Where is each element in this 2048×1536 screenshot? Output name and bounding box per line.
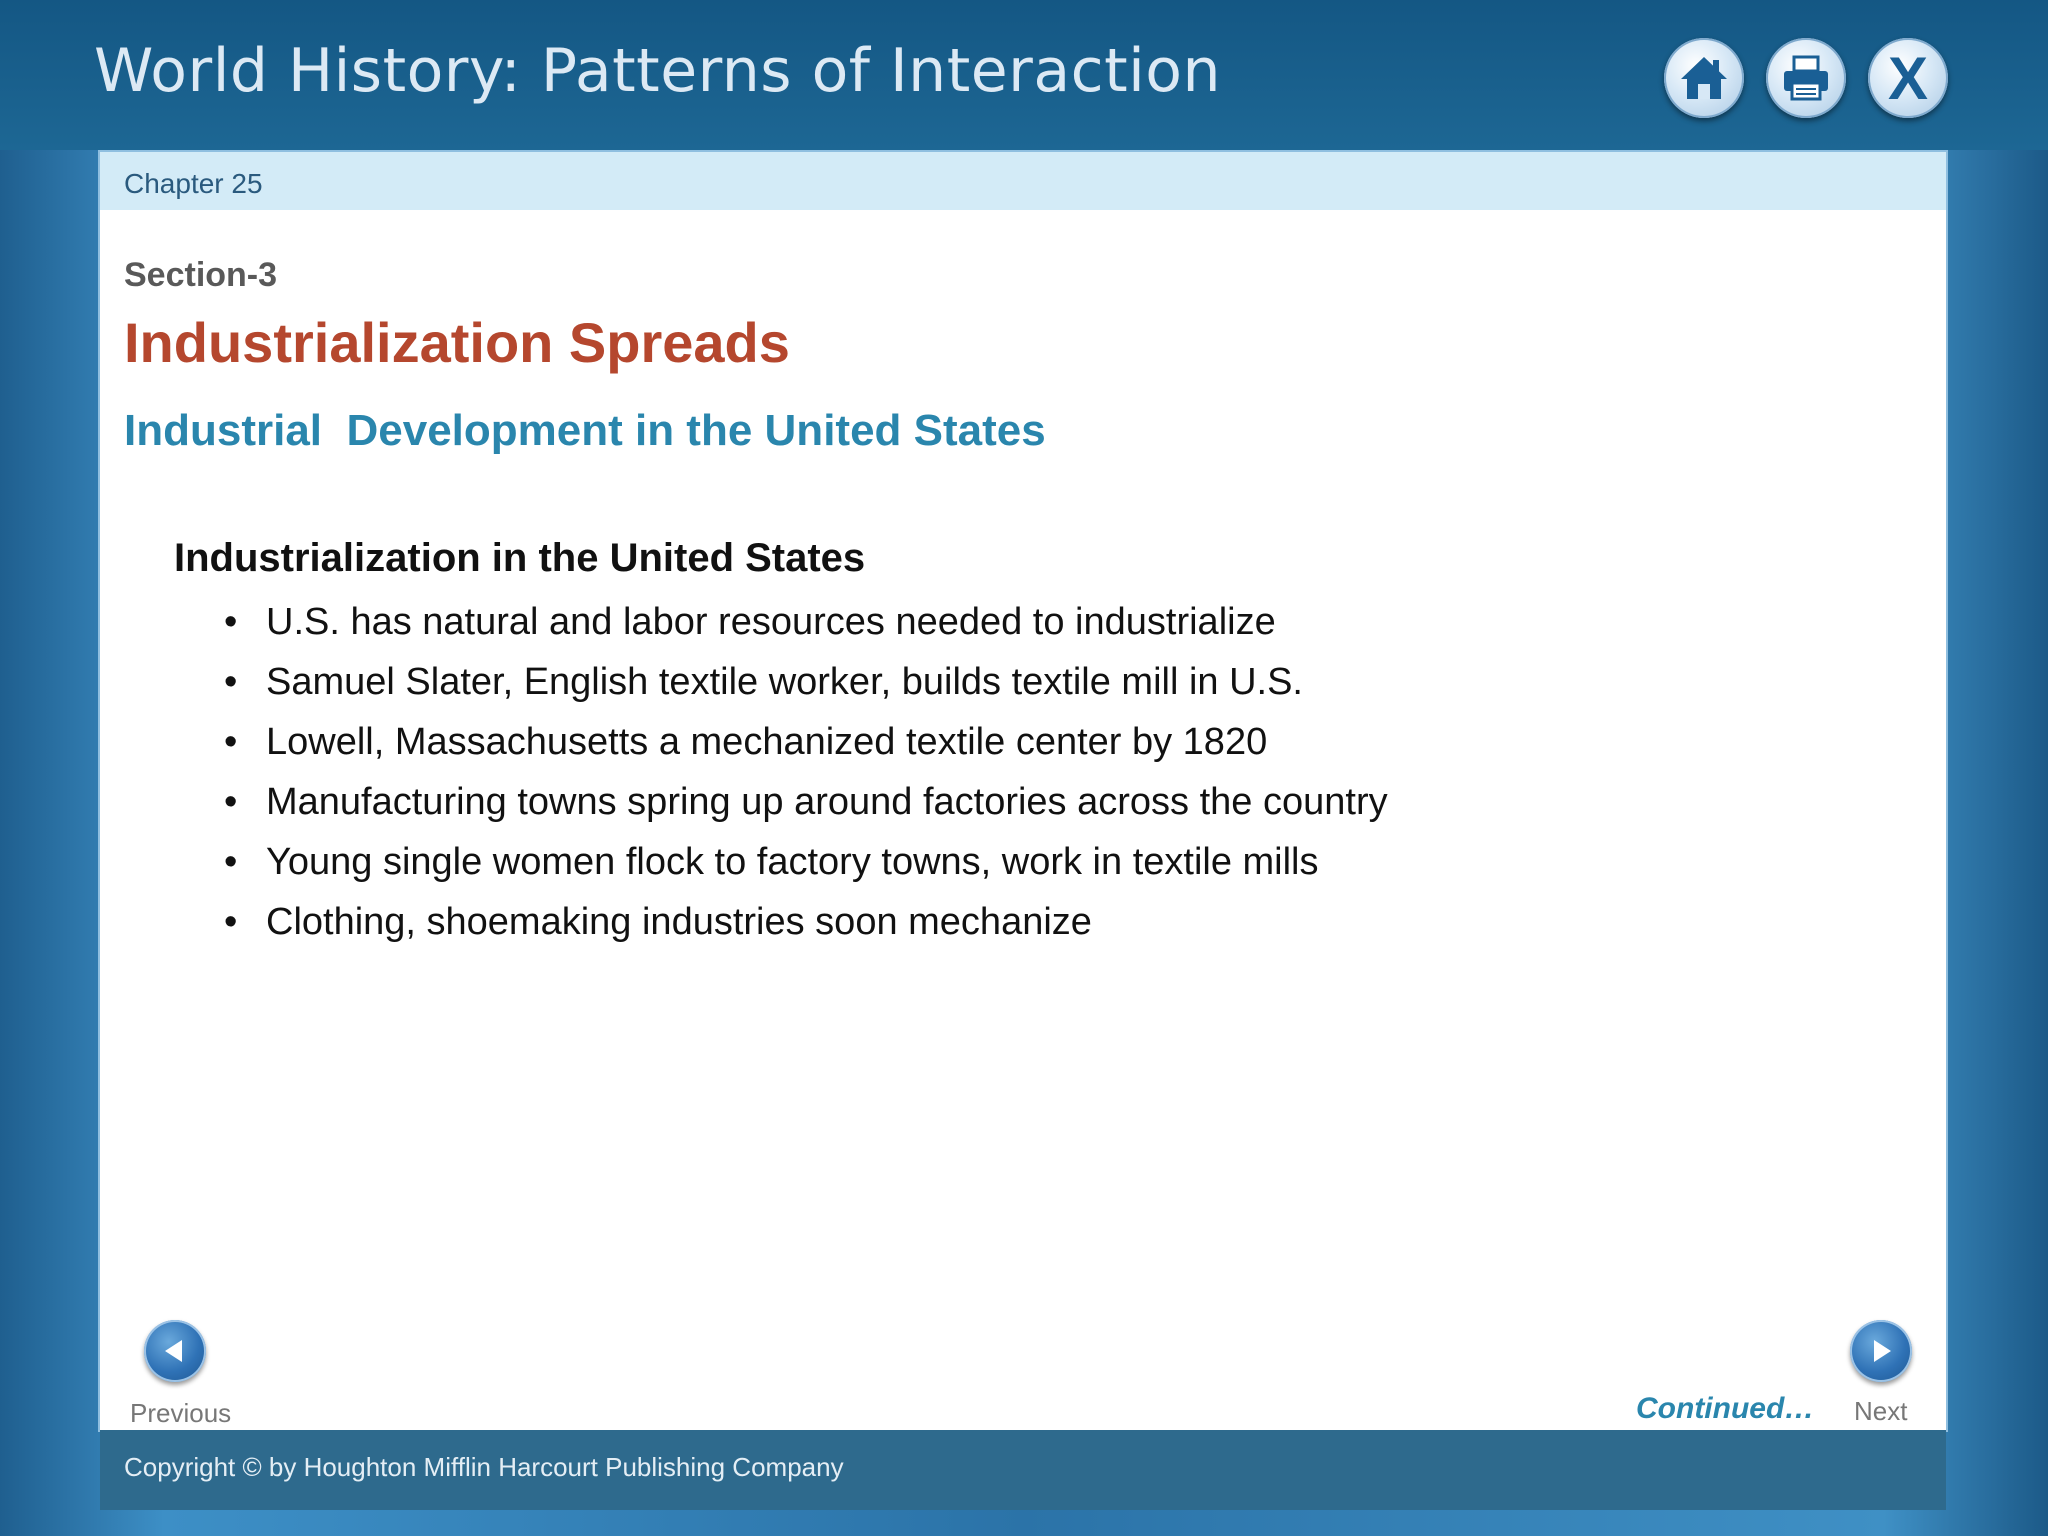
close-button[interactable] (1868, 38, 1948, 118)
content-panel (100, 152, 1946, 1482)
app-title: World History: Patterns of Interaction (94, 36, 1222, 106)
arrow-left-icon (160, 1336, 190, 1366)
bullet-item: • Samuel Slater, English textile worker, builds textile mill in U.S. (224, 652, 1388, 712)
bullet-item: • U.S. has natural and labor resources needed to industrialize (224, 592, 1388, 652)
bullet-list (224, 592, 1388, 952)
copyright-text: Copyright © by Houghton Mifflin Harcourt Publishing Company (124, 1452, 844, 1482)
section-label: Section-3 (124, 256, 278, 294)
bullet-item: • Young single women flock to factory towns, work in textile mills (224, 832, 1388, 892)
chapter-band (100, 152, 1946, 210)
home-button[interactable] (1664, 38, 1744, 118)
arrow-right-icon (1866, 1336, 1896, 1366)
section-subtitle: Industrial Development in the United States (124, 406, 1046, 455)
previous-label[interactable]: Previous (130, 1398, 232, 1428)
next-label[interactable]: Next (1854, 1396, 1908, 1426)
bullet-item: • Lowell, Massachusetts a mechanized textile center by 1820 (224, 712, 1388, 772)
print-icon (1779, 51, 1833, 105)
top-bar (0, 0, 2048, 150)
continued-label: Continued… (1636, 1392, 1815, 1425)
next-button[interactable] (1850, 1320, 1912, 1382)
print-button[interactable] (1766, 38, 1846, 118)
bullet-item: • Clothing, shoemaking industries soon mechanize (224, 892, 1388, 952)
previous-button[interactable] (144, 1320, 206, 1382)
home-icon (1677, 51, 1731, 105)
close-icon: X (1887, 44, 1929, 112)
bullet-item: • Manufacturing towns spring up around factories across the country (224, 772, 1388, 832)
topic-heading: Industrialization in the United States (174, 536, 866, 580)
chapter-label: Chapter 25 (124, 168, 263, 199)
section-title: Industrialization Spreads (124, 311, 790, 374)
footer-bar (100, 1430, 1946, 1510)
